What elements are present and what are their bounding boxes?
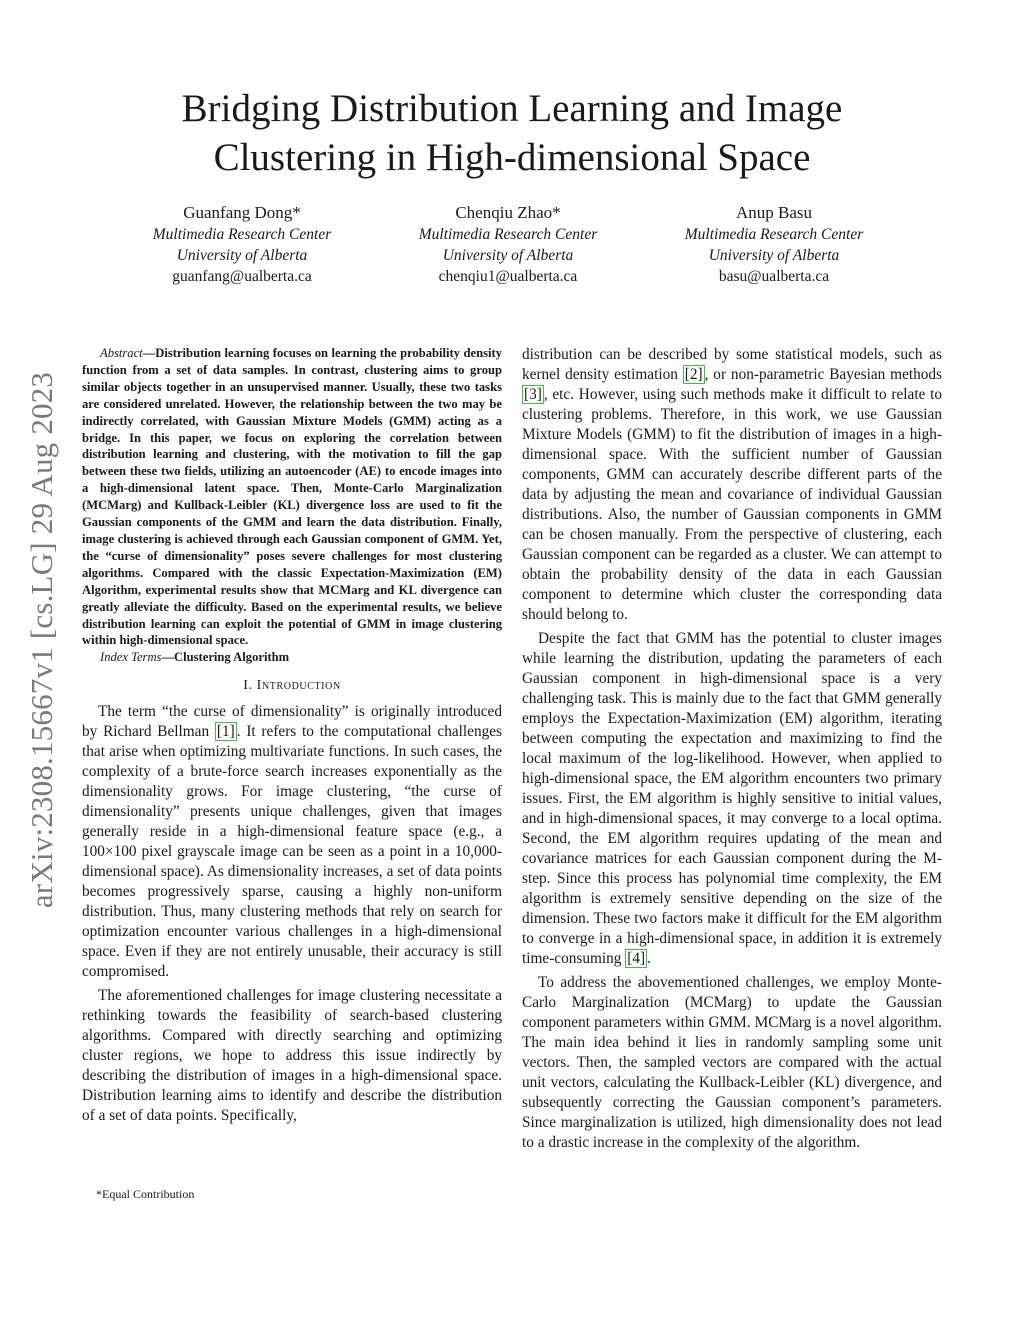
intro-paragraph-2: The aforementioned challenges for image clustering necessitate a rethinking towards the feasibility of search-based clustering algorithms. Compared with directly searching and optimizing cluster regions, we hope to address this issue indirectly by describing the distribution of images in a high-dimensional space. Distribution learning aims to identify and describe the distribution of a set of data points. Specifically, (82, 987, 502, 1125)
arxiv-identifier: arXiv:2308.15667v1 [cs.LG] 29 Aug 2023 (24, 371, 59, 909)
author-affiliation: Multimedia Research Center (152, 226, 332, 243)
paragraph-text: , or non-parametric Bayesian methods (704, 366, 943, 383)
index-terms (82, 649, 502, 666)
footnote: *Equal Contribution (96, 1187, 195, 1201)
author-university: University of Alberta (442, 247, 574, 264)
paragraph-text: , etc. However, using such methods make it difficult to relate to clustering problems. Therefore, in this work, we use Gaussian Mixture Models (GMM) to fit the distribution of images in a high-dimensional space. With the sufficient number of Gaussian components, GMM can accurately describe different parts of the data by adjusting the mean and covariance of individual Gaussian distributions. Also, the number of Gaussian components in GMM can be chosen manually. From the perspective of clustering, each Gaussian component can be regarded as a cluster. We can attempt to obtain the probability density of the data in each Gaussian component to determine which cluster the corresponding data should belong to. (522, 386, 942, 623)
citation-link-4[interactable]: [4] (627, 950, 646, 967)
section-heading-introduction: I. Introduction (243, 678, 341, 694)
intro-paragraph-3 (522, 345, 942, 625)
author-1 (110, 202, 374, 287)
author-email: guanfang@ualberta.ca (172, 268, 312, 285)
intro-paragraph-1 (82, 702, 502, 982)
title-line-2: Clustering in High-dimensional Space (213, 136, 811, 179)
title-line-1: Bridging Distribution Learning and Image (181, 87, 843, 130)
author-university: University of Alberta (708, 247, 840, 264)
abstract (82, 345, 502, 649)
citation-link-2[interactable]: [2] (684, 366, 703, 383)
abstract-label: Abstract (100, 346, 143, 360)
intro-paragraph-4 (522, 629, 942, 969)
index-terms-label: Index Terms (100, 650, 162, 665)
author-2 (376, 202, 640, 287)
right-column (522, 345, 942, 1157)
intro-paragraph-5: To address the abovementioned challenges, we employ Monte-Carlo Marginalization (MCMarg) to update the Gaussian component parameters within GMM. MCMarg is a novel algorithm. The main idea behind it lies in randomly sampling some unit vectors. Then, the sampled vectors are compared with the actual unit vectors, calculating the Kullback-Leibler (KL) divergence, and subsequently correcting the Gaussian component’s parameters. Since marginalization is utilized, high dimensionality does not lead to a drastic increase in the complexity of the algorithm. (522, 974, 942, 1151)
author-university: University of Alberta (176, 247, 308, 264)
author-email: basu@ualberta.ca (718, 268, 830, 285)
citation-link-3[interactable]: [3] (524, 386, 542, 403)
citation-link-1[interactable]: [1] (216, 723, 235, 741)
paragraph-text: . (647, 950, 651, 967)
paragraph-text: . It refers to the computational challenges that arise when optimizing multivariate functions. In such cases, the complexity of a brute-force search increases exponentially as the dimensionality grows. For image clustering, “the curse of dimensionality” presents unique challenges, given that images generally reside in a high-dimensional feature space (e.g., a 100×100 pixel grayscale image can be seen as a point in a 10,000-dimensional space). As dimensionality increases, a set of data points becomes progressively sparse, causing a highly non-uniform distribution. Thus, many clustering methods that rely on search for optimization encounter various challenges in a high-dimensional space. Even if they are not entirely unusable, their accuracy is still compromised. (82, 723, 502, 981)
author-block (110, 202, 910, 292)
paragraph-text: Despite the fact that GMM has the potential to cluster images while learning the distribution, updating the parameters of each Gaussian component in high-dimensional space is a very challenging task. This is mainly due to the fact that GMM generally employs the Expectation-Maximization (EM) algorithm, iterating between computing the expectation and maximizing to find the local maximum of the log-likelihood. However, when applied to high-dimensional space, the EM algorithm encounters two primary issues. First, the EM algorithm is highly sensitive to initial values, and in high-dimensional spaces, it may converge to a local optima. Second, the EM algorithm requires updating of the mean and covariance matrices for each Gaussian component during the M-step. Since this process has polynomial time complexity, the EM algorithm is extremely sensitive depending on the size of the dimension. These two factors make it difficult for the EM algorithm to converge in a high-dimensional space, in addition it is extremely time-consuming (522, 630, 942, 967)
author-affiliation: Multimedia Research Center (418, 226, 598, 243)
abstract-text: —Distribution learning focuses on learning the probability density function from a set of data samples. In contrast, clustering aims to group similar objects together in an unsupervised manner. Usually, these two tasks are considered unrelated. However, the relationship between the two may be indirectly correlated, with Gaussian Mixture Models (GMM) acting as a bridge. In this paper, we focus on exploring the correlation between distribution learning and clustering, with the motivation to fill the gap between these two fields, utilizing an autoencoder (AE) to encode images into a high-dimensional latent space. Then, Monte-Carlo Marginalization (MCMarg) and Kullback-Leibler (KL) divergence loss are used to fit the Gaussian components of the GMM and learn the data distribution. Finally, image clustering is achieved through each Gaussian component of GMM. Yet, the “curse of dimensionality” poses severe challenges for most clustering algorithms. Compared with the classic Expectation-Maximization (EM) Algorithm, experimental results show that MCMarg and KL divergence can greatly alleviate the difficulty. Based on the experimental results, we believe distribution learning can exploit the potential of GMM in image clustering within high-dimensional space. (82, 346, 502, 648)
paragraph-text: distribution can be described by some statistical models, such as kernel density estimation (522, 346, 942, 383)
left-column (82, 345, 502, 1130)
author-name: Chenqiu Zhao* (455, 203, 561, 222)
author-name: Guanfang Dong* (183, 203, 301, 222)
paragraph-text: The term “the curse of dimensionality” is originally introduced by Richard Bellman (82, 703, 502, 741)
paper-title (112, 84, 912, 182)
author-name: Anup Basu (735, 203, 813, 222)
author-affiliation: Multimedia Research Center (684, 226, 864, 243)
index-terms-text: —Clustering Algorithm (161, 650, 290, 665)
author-3 (642, 202, 906, 287)
author-email: chenqiu1@ualberta.ca (438, 268, 578, 285)
